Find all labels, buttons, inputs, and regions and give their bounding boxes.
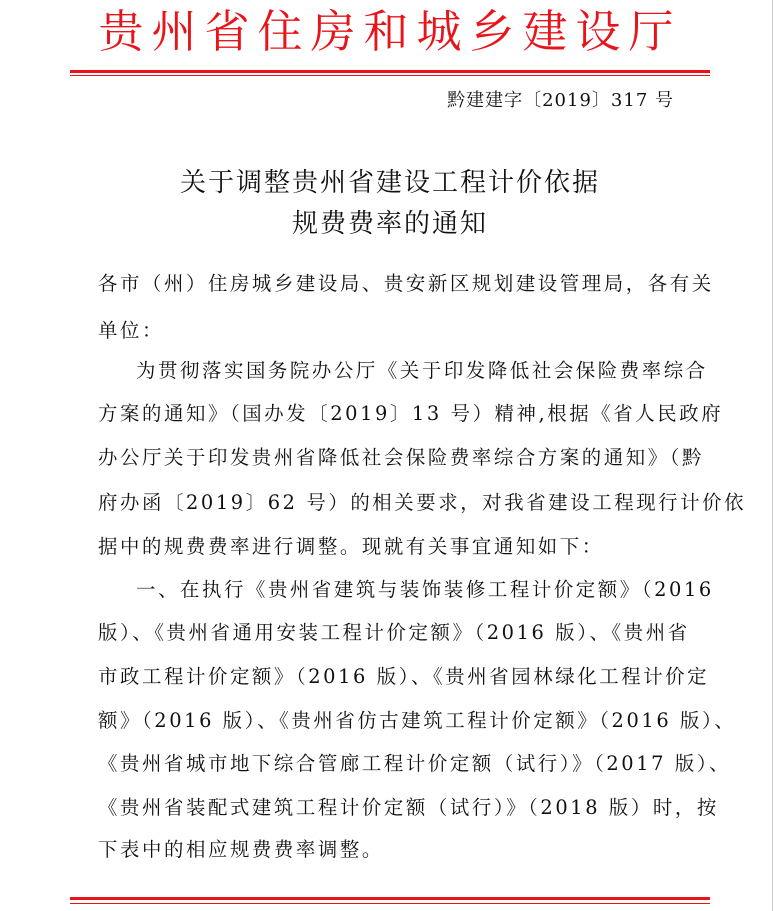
document-title-line-2: 规费费率的通知 [291,209,488,239]
body-line: 《贵州省城市地下综合管廊工程计价定额（试行）》（2017 版）、 [98,752,732,775]
body-line: 府办函〔2019〕62 号）的相关要求，对我省建设工程现行计价依 [98,491,747,514]
body-line: 市政工程计价定额》（2016 版）、《贵州省园林绿化工程计价定 [98,665,710,688]
body-line: 《贵州省装配式建筑工程计价定额（试行）》（2018 版）时，按 [98,796,719,819]
body-line: 版）、《贵州省通用安装工程计价定额》（2016 版）、《贵州省 [98,621,690,644]
document-title-line-1: 关于调整贵州省建设工程计价依据 [179,168,600,198]
body-line: 办公厅关于印发贵州省降低社会保险费率综合方案的通知》（黔 [98,446,705,469]
header-divider-thin [70,75,710,76]
footer-divider-thin [70,903,710,904]
body-line: 一、在执行《贵州省建筑与装饰装修工程计价定额》（2016 [136,578,714,601]
body-line: 单位： [98,319,164,342]
body-line: 下表中的相应规费费率调整。 [98,838,384,861]
body-line: 据中的规费费率进行调整。现就有关事宜通知如下： [98,535,604,558]
body-line: 各市（州）住房城乡建设局、贵安新区规划建设管理局，各有关 [98,272,714,295]
body-line: 额》（2016 版）、《贵州省仿古建筑工程计价定额》（2016 版）、 [98,709,737,732]
body-line: 为贯彻落实国务院办公厅《关于印发降低社会保险费率综合 [136,359,708,382]
body-line: 方案的通知》（国办发〔2019〕13 号）精神,根据《省人民政府 [98,402,724,425]
agency-header-title: 贵州省住房和城乡建设厅 [98,5,682,58]
footer-divider-thick [70,897,710,900]
header-divider-thick [70,70,710,73]
document-number: 黔建建字〔2019〕317 号 [447,90,674,111]
